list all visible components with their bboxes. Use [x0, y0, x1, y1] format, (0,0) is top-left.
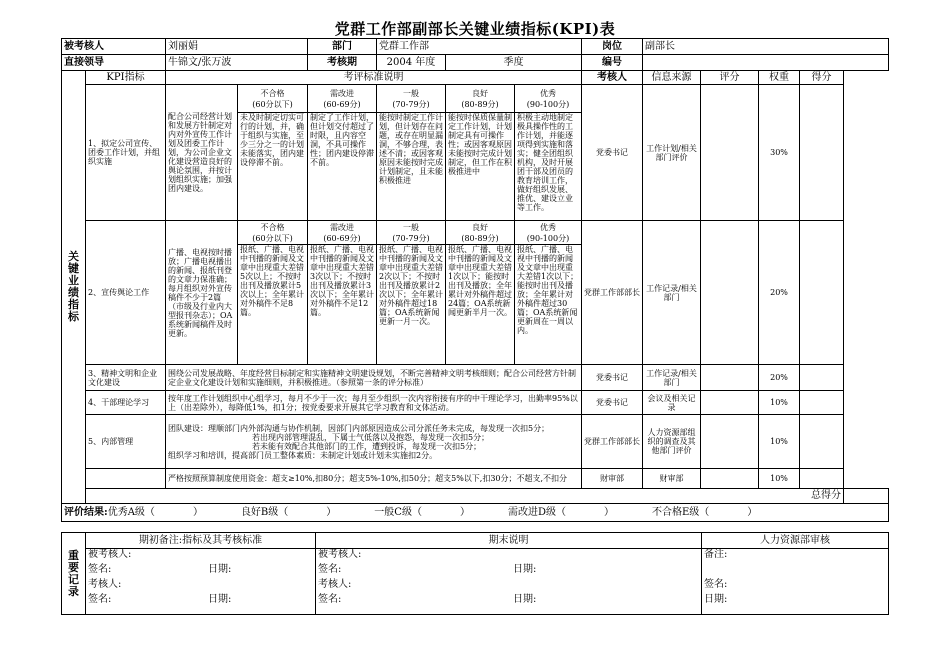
leader-value: 牛锦文/张万波: [166, 55, 308, 71]
kpi-2-desc: 广播、电视按时播放；广播电视播出的新闻、报纸刊登的文章力保准确；每月组织对外宣传稿件不少于2篇（市级及行业内大型报刊杂志）；OA系统新闻稿件及时更新。: [166, 221, 238, 365]
col3-note: 备注:: [704, 549, 728, 560]
level-name: 良好: [472, 88, 488, 98]
records-col1: [86, 549, 316, 615]
level-name: 不合格: [260, 88, 285, 98]
kpi-5-points[interactable]: [800, 415, 844, 469]
kpi-3-weight: 20%: [759, 365, 800, 391]
kpi-5-line-4: 组织学习和培训，提高部门员工整体素质：未制定计划或计划未实施扣2分。: [168, 450, 438, 460]
kpi-2-standard-1: 报纸、广播、电视中刊播的新闻及文章中出现重大差错5次以上；不按时出刊及播放累计5次以上；全年累计对外稿件不足8篇。: [238, 245, 308, 365]
kpi-2-standard-5: 报纸、广播、电视中刊播的新闻及文章中出现重大差错1次以下；能按时出刊及播放；全年累计对外稿件超过30篇；OA系统新闻更新周在一周以内。: [515, 245, 582, 365]
kpi-1-level-4: [446, 85, 515, 113]
col1-date-2[interactable]: 日期:: [208, 594, 232, 605]
kpi-1-level-2: [308, 85, 377, 113]
level-name: 良好: [472, 222, 488, 232]
total-score[interactable]: [844, 489, 889, 504]
kpi-2-points[interactable]: [800, 221, 844, 365]
col-header-score: 评分: [701, 71, 759, 85]
kpi-3-points[interactable]: [800, 365, 844, 391]
kpi-1-standard-3: 能按时制定工作计划，但计划存在问题，或存在明显漏洞，不够合理，表述不清；或因客观原因未能按时完成计划制定，且未能积极推进: [377, 113, 446, 221]
kpi-2-standard-4: 报纸、广播、电视中刊播的新闻及文章中出现重大差错1次以下；能按时出刊及播放；全年累计对外稿件超过24篇；OA系统新闻更新半月一次。: [446, 245, 515, 365]
kpi-5-score[interactable]: [701, 415, 759, 469]
kpi-1-source: 工作计划/相关部门评价: [643, 85, 701, 221]
kpi-2-score[interactable]: [701, 221, 759, 365]
eval-close-e: ）: [747, 506, 758, 518]
col2-assessee: 被考核人:: [318, 549, 362, 560]
kpi-4-weight: 10%: [759, 391, 800, 415]
records-side: [62, 533, 86, 615]
kpi-6-points[interactable]: [800, 469, 844, 489]
eval-opt-b[interactable]: 良好B级（: [240, 506, 289, 518]
kpi-1-level-1: [238, 85, 308, 113]
kpi-5-text: [166, 415, 582, 469]
col1-assessee: 被考核人:: [88, 549, 132, 560]
kpi-5-name: 5、内部管理: [86, 415, 166, 469]
col2-assessor: 考核人:: [318, 579, 352, 590]
col1-assessor: 考核人:: [88, 579, 122, 590]
kpi-3-score[interactable]: [701, 365, 759, 391]
col2-sign-2[interactable]: 签名:: [318, 594, 342, 605]
col1-sign-1[interactable]: 签名:: [88, 564, 112, 575]
side-label-text: 关键业绩指标: [68, 250, 79, 323]
level-range: (70-79分): [392, 99, 430, 109]
kpi-5-line-1: 团队建设：理顺部门内外部沟通与协作机制，因部门内部原因造成公司分派任务未完成，每发现一次扣5分；: [168, 423, 550, 433]
col2-sign-1[interactable]: 签名:: [318, 564, 342, 575]
kpi-4-text: 按年度工作计划组织中心组学习，每月不少于一次；每月至少组织一次内容衔接有序的中干理论学习，出勤率95%以上（出差除外），每降低1%，扣1分；按党委要求开展其它学习教育和文体活动。: [166, 391, 582, 415]
kpi-1-standard-2: 制定了工作计划，但计划交付超过了时限，且内容空洞，不具可操作性；团内建设停滞不前。: [308, 113, 377, 221]
kpi-2-level-4: [446, 221, 515, 245]
eval-opt-c[interactable]: 一般C级（: [374, 506, 422, 518]
assessee-name: 刘丽娟: [166, 39, 308, 55]
col-header-standard: 考评标准说明: [166, 71, 582, 85]
kpi-2-source: 工作记录/相关部门: [643, 221, 701, 365]
eval-close-d: ）: [603, 506, 614, 518]
level-range: (90-100分): [526, 99, 570, 109]
kpi-4-score[interactable]: [701, 391, 759, 415]
col-header-source: 信息来源: [643, 71, 701, 85]
kpi-1-level-5: [515, 85, 582, 113]
kpi-5-assessor: 党群工作部部长: [582, 415, 643, 469]
records-col2-title: 期末说明: [316, 533, 702, 549]
col2-date-1[interactable]: 日期:: [513, 564, 537, 575]
level-range: (60-69分): [323, 99, 361, 109]
col3-sign[interactable]: 签名:: [704, 579, 728, 590]
side-label-kpi: [62, 71, 86, 504]
level-range: (70-79分): [392, 233, 430, 243]
col1-date-1[interactable]: 日期:: [208, 564, 232, 575]
page-title: 党群工作部副部长关键业绩指标(KPI)表: [334, 20, 616, 38]
kpi-2-standard-2: 报纸、广播、电视中刊播的新闻及文章中出现重大差错3次以下；不按时出刊及播放累计3次以下；全年累计对外稿件不足12篇。: [308, 245, 377, 365]
level-range: (80-89分): [461, 99, 499, 109]
kpi-1-desc: 配合公司经营计划和发展方针制定对内对外宣传工作计划及团委工作计划，为公司企业文化建设营造良好的舆论氛围，并按计划组织实施；加强团内建设。: [166, 85, 238, 221]
kpi-5-line-3: 若未能有效配合其他部门的工作，遭到投诉，每发现一次扣5分；: [252, 441, 482, 451]
col-header-points: 得分: [800, 71, 844, 85]
kpi-6-source: 财审部: [643, 469, 701, 489]
kpi-1-standard-1: 未及时制定切实可行的计划，并，确于组织与实施，至少三分之一的计划未能落实，团内建设停滞不前。: [238, 113, 308, 221]
col2-date-2[interactable]: 日期:: [513, 594, 537, 605]
period-year: 2004 年度: [377, 55, 446, 71]
evaluation-label: 评价结果:: [64, 506, 108, 518]
kpi-4-points[interactable]: [800, 391, 844, 415]
post-value: 副部长: [643, 39, 889, 55]
level-name: 需改进: [330, 88, 354, 98]
kpi-1-standard-4: 能按时保质保量制定工作计划，计划制定具有可操作性；或因客观原因未能按时完成计划制定，但工作在积极推进中: [446, 113, 515, 221]
kpi-table: [61, 38, 889, 522]
col-header-weight: 权重: [759, 71, 800, 85]
evaluation-row: [62, 504, 889, 522]
kpi-6-assessor: 财审部: [582, 469, 643, 489]
records-col2: [316, 549, 702, 615]
records-side-text: 重要记录: [68, 548, 79, 598]
level-range: (80-89分): [461, 233, 499, 243]
total-label: 总得分: [86, 489, 844, 504]
kpi-4-assessor: 党委书记: [582, 391, 643, 415]
level-name: 一般: [403, 88, 419, 98]
level-range: (60分以下): [252, 233, 293, 243]
col1-sign-2[interactable]: 签名:: [88, 594, 112, 605]
eval-opt-a[interactable]: 优秀A级（: [107, 506, 155, 518]
level-name: 需改进: [330, 222, 354, 232]
kpi-5-line-2: 若出现内部管理混乱，下属士气低落以及抱怨，每发现一次扣5分；: [252, 432, 490, 442]
kpi-2-name: 2、宣传舆论工作: [86, 221, 166, 365]
kpi-3-assessor: 党委书记: [582, 365, 643, 391]
eval-opt-e[interactable]: 不合格E级（: [651, 506, 710, 518]
level-name: 优秀: [540, 222, 556, 232]
kpi-2-weight: 20%: [759, 221, 800, 365]
label-leader: 直接领导: [62, 55, 166, 71]
label-code: 编号: [582, 55, 643, 71]
kpi-5-source: 人力资源部组织的调查及其他部门评价: [643, 415, 701, 469]
kpi-4-source: 会议及相关记录: [643, 391, 701, 415]
kpi-1-assessor: 党委书记: [582, 85, 643, 221]
department-value: 党群工作部: [377, 39, 582, 55]
level-range: (60-69分): [323, 233, 361, 243]
eval-close-a: ）: [192, 506, 203, 518]
kpi-2-assessor: 党群工作部部长: [582, 221, 643, 365]
col3-date[interactable]: 日期:: [704, 594, 728, 605]
level-range: (90-100分): [526, 233, 570, 243]
kpi-2-level-2: [308, 221, 377, 245]
kpi-2-level-3: [377, 221, 446, 245]
kpi-2-standard-3: 报纸、广播、电视中刊播的新闻及文章中出现重大差错2次以下；不按时出刊及播放累计2次以下；全年累计对外稿件超过18篇；OA系统新闻更新一月一次。: [377, 245, 446, 365]
records-table: [61, 532, 889, 615]
eval-close-c: ）: [459, 506, 470, 518]
kpi-1-name: 1、拟定公司宣传、团委工作计划，并组织实施: [86, 85, 166, 221]
kpi-1-weight: 30%: [759, 85, 800, 221]
code-value: [643, 55, 889, 71]
kpi-3-name: 3、精神文明和企业文化建设: [86, 365, 166, 391]
period-season: 季度: [446, 55, 582, 71]
kpi-3-text: 围绕公司发展战略、年度经营目标制定和实施精神文明建设规划，不断完善精神文明考核细则；配合公司经营方针制定企业文化建设计划和实施细则，并积极推进。（参照第一条的评分标准）: [166, 365, 582, 391]
kpi-1-standard-5: 积极主动地制定极具操作性的工作计划，并能逐项得到实施和落实；健全团组织机构，及时开展团干部及团员的教育培训工作，做好组织发展、推优、建设立业等工作。: [515, 113, 582, 221]
records-col3: [702, 549, 889, 615]
label-department: 部门: [308, 39, 377, 55]
records-col1-title: 期初备注:指标及其考核标准: [86, 533, 316, 549]
kpi-3-source: 工作记录/相关部门: [643, 365, 701, 391]
eval-opt-d[interactable]: 需改进D级（: [507, 506, 566, 518]
col-header-assessor: 考核人: [582, 71, 643, 85]
kpi-2-level-5: [515, 221, 582, 245]
kpi-6-weight: 10%: [759, 469, 800, 489]
level-name: 一般: [403, 222, 419, 232]
kpi-1-level-3: [377, 85, 446, 113]
level-name: 优秀: [540, 88, 556, 98]
kpi-2-level-1: [238, 221, 308, 245]
kpi-6-score[interactable]: [701, 469, 759, 489]
level-range: (60分以下): [252, 99, 293, 109]
label-assessee: 被考核人: [62, 39, 166, 55]
records-col3-title: 人力资源部审核: [702, 533, 889, 549]
kpi-4-name: 4、干部理论学习: [86, 391, 166, 415]
col-header-kpi: KPI指标: [86, 71, 166, 85]
kpi-1-score[interactable]: [701, 85, 759, 221]
level-name: 不合格: [260, 222, 285, 232]
label-period: 考核期: [308, 55, 377, 71]
kpi-5-weight: 10%: [759, 415, 800, 469]
label-post: 岗位: [582, 39, 643, 55]
kpi-6-name: [86, 469, 166, 489]
kpi-1-points[interactable]: [800, 85, 844, 221]
eval-close-b: ）: [326, 506, 337, 518]
kpi-6-text: 严格按照预算制度使用资金：超支≥10%,扣80分；超支5%-10%,扣50分；超支5%以下,扣30分；不超支,不扣分: [166, 469, 582, 489]
